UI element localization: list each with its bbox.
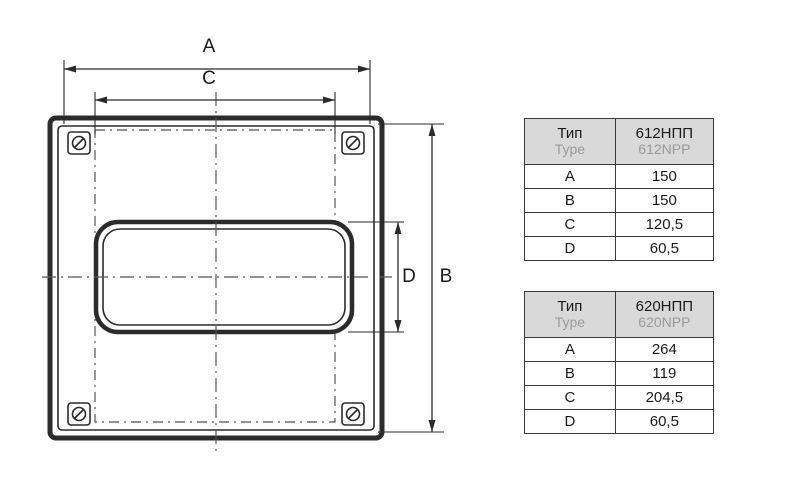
table-row: [525, 338, 714, 362]
header-model-ru: 612НПП: [635, 124, 694, 142]
screw-top-left: [68, 132, 90, 154]
row-value: 60,5: [615, 237, 713, 261]
row-label: B: [525, 362, 616, 386]
row-label: A: [525, 165, 616, 189]
row-value: 150: [615, 165, 713, 189]
row-value: 204,5: [615, 386, 713, 410]
header-model-cell: [615, 119, 713, 165]
header-type-ru: Тип: [557, 297, 583, 315]
spec-table-612: [524, 118, 714, 261]
row-value: 264: [615, 338, 713, 362]
table-row: [525, 362, 714, 386]
row-value: 120,5: [615, 213, 713, 237]
table-row: [525, 237, 714, 261]
screw-bottom-right: [342, 403, 364, 425]
row-label: D: [525, 237, 616, 261]
table-row: [525, 189, 714, 213]
header-model-en: 612NPP: [638, 140, 691, 157]
row-label: B: [525, 189, 616, 213]
table-row: [525, 410, 714, 434]
dimension-label-c: C: [202, 68, 216, 89]
row-value: 150: [615, 189, 713, 213]
header-type-cell: [525, 292, 616, 338]
table-header-row: [525, 292, 714, 338]
spec-table-620: [524, 291, 714, 434]
table-row: [525, 213, 714, 237]
screw-top-right: [342, 132, 364, 154]
dimension-label-b: B: [439, 266, 453, 287]
table-row: [525, 386, 714, 410]
dimension-label-d: D: [402, 266, 416, 287]
header-model-ru: 620НПП: [635, 297, 694, 315]
header-type-en: Type: [554, 313, 586, 330]
row-label: C: [525, 213, 616, 237]
table-header-row: [525, 119, 714, 165]
header-model-en: 620NPP: [638, 313, 691, 330]
header-type-en: Type: [554, 140, 586, 157]
row-label: C: [525, 386, 616, 410]
table-row: [525, 165, 714, 189]
header-type-ru: Тип: [557, 124, 583, 142]
dimension-label-a: A: [202, 36, 216, 57]
row-value: 60,5: [615, 410, 713, 434]
header-type-cell: [525, 119, 616, 165]
row-value: 119: [615, 362, 713, 386]
screw-bottom-left: [68, 403, 90, 425]
header-model-cell: [615, 292, 713, 338]
row-label: D: [525, 410, 616, 434]
row-label: A: [525, 338, 616, 362]
